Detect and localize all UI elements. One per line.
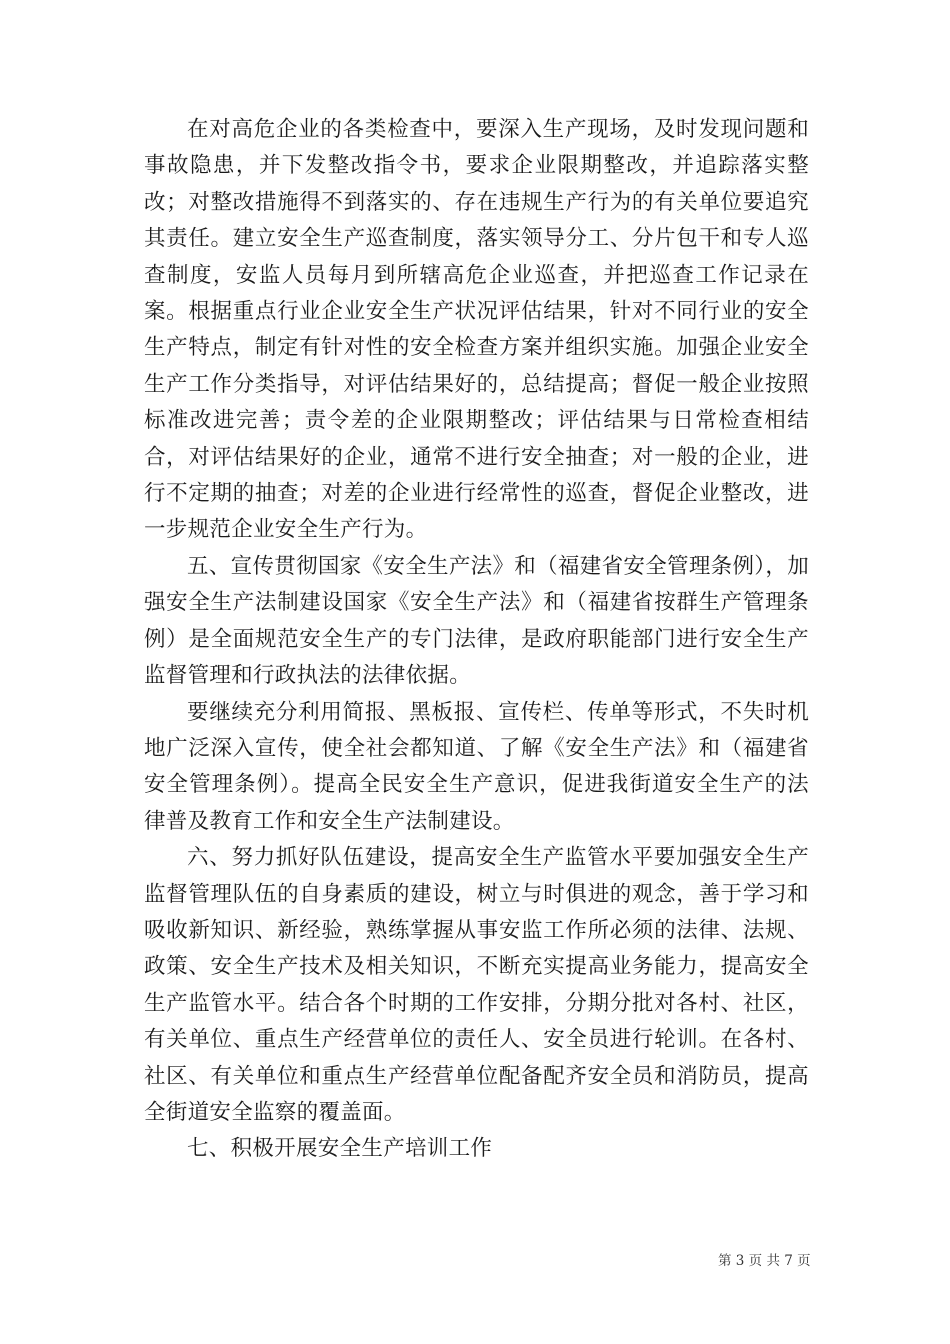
paragraph-section-seven-heading: 七、积极开展安全生产培训工作 [187,1136,493,1162]
paragraph-inspection: 在对高危企业的各类检查中，要深入生产现场，及时发现问题和事故隐患，并下发整改指令书，要求企业限期整改，并追踪落实整改；对整改措施得不到落实的、存在违规生产行为的有关单位要追究其责任。建立安全生产巡查制度，落实领导分工、分片包干和专人巡查制度，安监人员每月到所辖高危企业巡查，并把巡查工作记录在案。根据重点行业企业安全生产状况评估结果，针对不同行业的安全生产特点，制定有针对性的安全检查方案并组织实施。加强企业安全生产工作分类指导，对评估结果好的，总结提高；督促一般企业按照标准改进完善；责令差的企业限期整改；评估结果与日常检查相结合，对评估结果好的企业，通常不进行安全抽查；对一般的企业，进行不定期的抽查；对差的企业进行经常性的巡查，督促企业整改，进一步规范企业安全生产行为。 [144,117,809,543]
paragraph-section-five-heading: 五、宣传贯彻国家《安全生产法》和（福建省安全管理条例），加强安全生产法制建设国家《安全生产法》和（福建省按群生产管理条例）是全面规范安全生产的专门法律，是政府职能部门进行安全生产监督管理和行政执法的法律依据。 [144,553,809,689]
page-number-footer: 第 3 页 共 7 页 [718,1253,811,1269]
document-body [144,112,809,1168]
paragraph-publicity: 要继续充分利用简报、黑板报、宣传栏、传单等形式，不失时机地广泛深入宣传，使全社会都知道、了解《安全生产法》和（福建省安全管理条例）。提高全民安全生产意识，促进我街道安全生产的法律普及教育工作和安全生产法制建设。 [144,699,809,834]
paragraph-section-six: 六、努力抓好队伍建设，提高安全生产监管水平要加强安全生产监督管理队伍的自身素质的建设，树立与时俱进的观念，善于学习和吸收新知识、新经验，熟练掌握从事安监工作所必须的法律、法规、政策、安全生产技术及相关知识，不断充实提高业务能力，提高安全生产监管水平。结合各个时期的工作安排，分期分批对各村、社区，有关单位、重点生产经营单位的责任人、安全员进行轮训。在各村、社区、有关单位和重点生产经营单位配备配齐安全员和消防员，提高全街道安全监察的覆盖面。 [144,845,809,1125]
